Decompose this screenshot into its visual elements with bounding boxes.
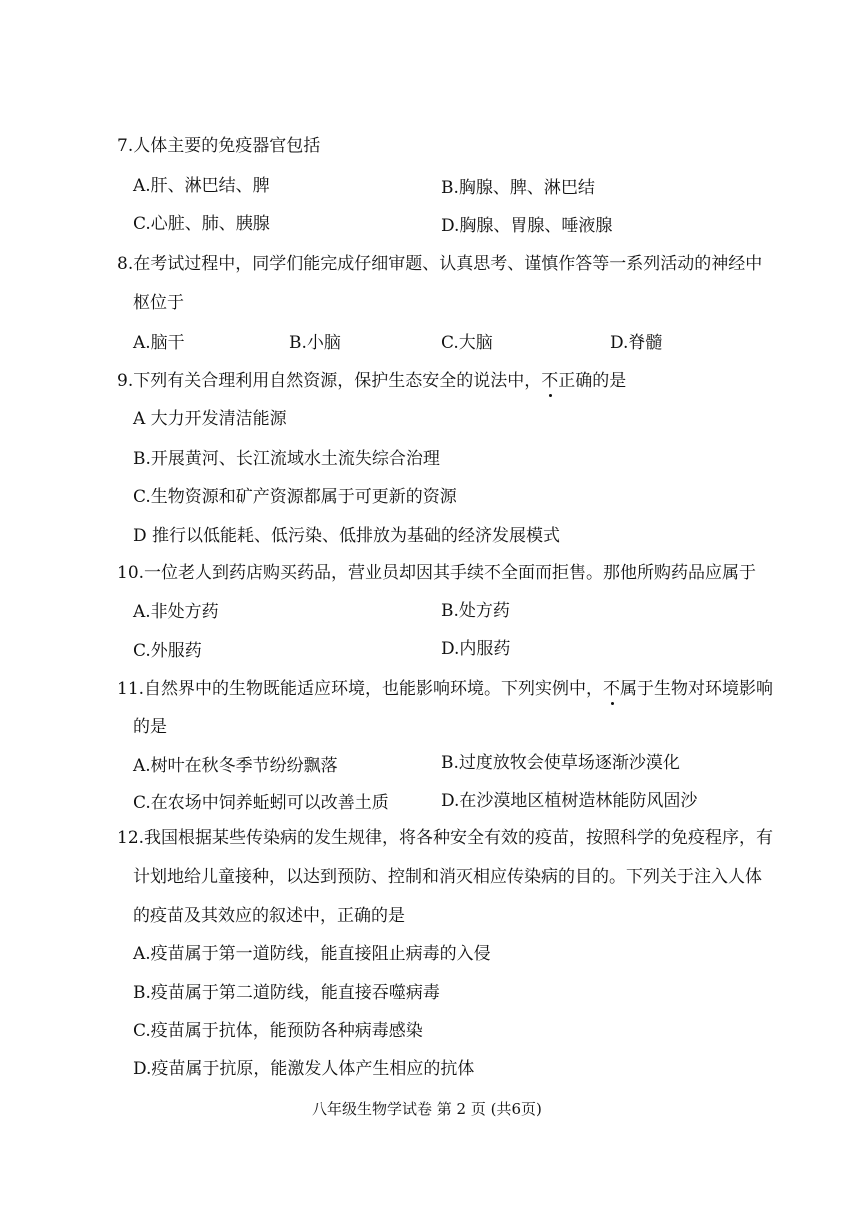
question-11-stem-line-1 [117,678,773,700]
question-12-stem-line-1: 12.我国根据某些传染病的发生规律，将各种安全有效的疫苗，按照科学的免疫程序，有 [117,828,774,848]
question-12-option-d: D.疫苗属于抗原，能激发人体产生相应的抗体 [133,1059,475,1079]
question-10-option-c: C.外服药 [133,641,202,661]
question-11-emphasis-mark: 不 [603,679,621,699]
question-7-option-d: D.胸腺、胃腺、唾液腺 [441,216,613,236]
question-9-stem-post: 正确的是 [558,371,627,391]
question-12-stem-line-2: 计划地给儿童接种，以达到预防、控制和消灭相应传染病的目的。下列关于注入人体 [133,867,762,887]
question-7-option-b: B.胸腺、脾、淋巴结 [441,178,595,198]
question-11-option-b: B.过度放牧会使草场逐渐沙漠化 [441,753,680,773]
question-9-stem [117,370,626,392]
question-12-stem-line-3: 的疫苗及其效应的叙述中，正确的是 [133,906,405,926]
question-9-option-a: A 大力开发清洁能源 [133,409,287,429]
question-8-option-d: D.脊髓 [610,333,663,353]
question-12-option-c: C.疫苗属于抗体，能预防各种病毒感染 [133,1021,423,1041]
question-12-option-b: B.疫苗属于第二道防线，能直接吞噬病毒 [133,983,440,1003]
question-9-option-c: C.生物资源和矿产资源都属于可更新的资源 [133,487,457,507]
question-11-option-d: D.在沙漠地区植树造林能防风固沙 [441,791,698,811]
question-9-stem-pre: 9.下列有关合理利用自然资源，保护生态安全的说法中， [117,371,542,391]
question-10-option-b: B.处方药 [441,601,510,621]
question-10-option-d: D.内服药 [441,639,511,659]
question-10-option-a: A.非处方药 [133,602,219,622]
question-11-option-c: C.在农场中饲养蚯蚓可以改善土质 [133,793,389,813]
question-12-option-a: A.疫苗属于第一道防线，能直接阻止病毒的入侵 [133,944,491,964]
question-11-stem-line-2: 的是 [133,717,167,737]
question-11-stem-pre: 11.自然界中的生物既能适应环境，也能影响环境。下列实例中， [117,679,604,699]
question-9-emphasis-mark: 不 [541,371,559,391]
question-9-option-b: B.开展黄河、长江流域水土流失综合治理 [133,449,440,469]
question-7-option-a: A.肝、淋巴结、脾 [133,176,270,196]
question-8-stem-line-1: 8.在考试过程中，同学们能完成仔细审题、认真思考、谨慎作答等一系列活动的神经中 [117,254,763,274]
question-11-option-a: A.树叶在秋冬季节纷纷飘落 [133,756,338,776]
question-8-option-a: A.脑干 [133,333,185,353]
page-footer: 八年级生物学试卷 第 2 页 (共6页) [312,1100,542,1118]
question-9-option-d: D 推行以低能耗、低污染、低排放为基础的经济发展模式 [133,526,561,546]
question-10-stem: 10.一位老人到药店购买药品，营业员却因其手续不全面而拒售。那他所购药品应属于 [117,563,757,583]
question-8-option-b: B.小脑 [289,333,341,353]
question-7-option-c: C.心脏、肺、胰腺 [133,214,270,234]
question-7-stem: 7.人体主要的免疫器官包括 [117,136,321,156]
question-8-stem-line-2: 枢位于 [133,293,184,313]
question-11-stem-post: 属于生物对环境影响 [620,679,774,699]
question-8-option-c: C.大脑 [441,333,493,353]
